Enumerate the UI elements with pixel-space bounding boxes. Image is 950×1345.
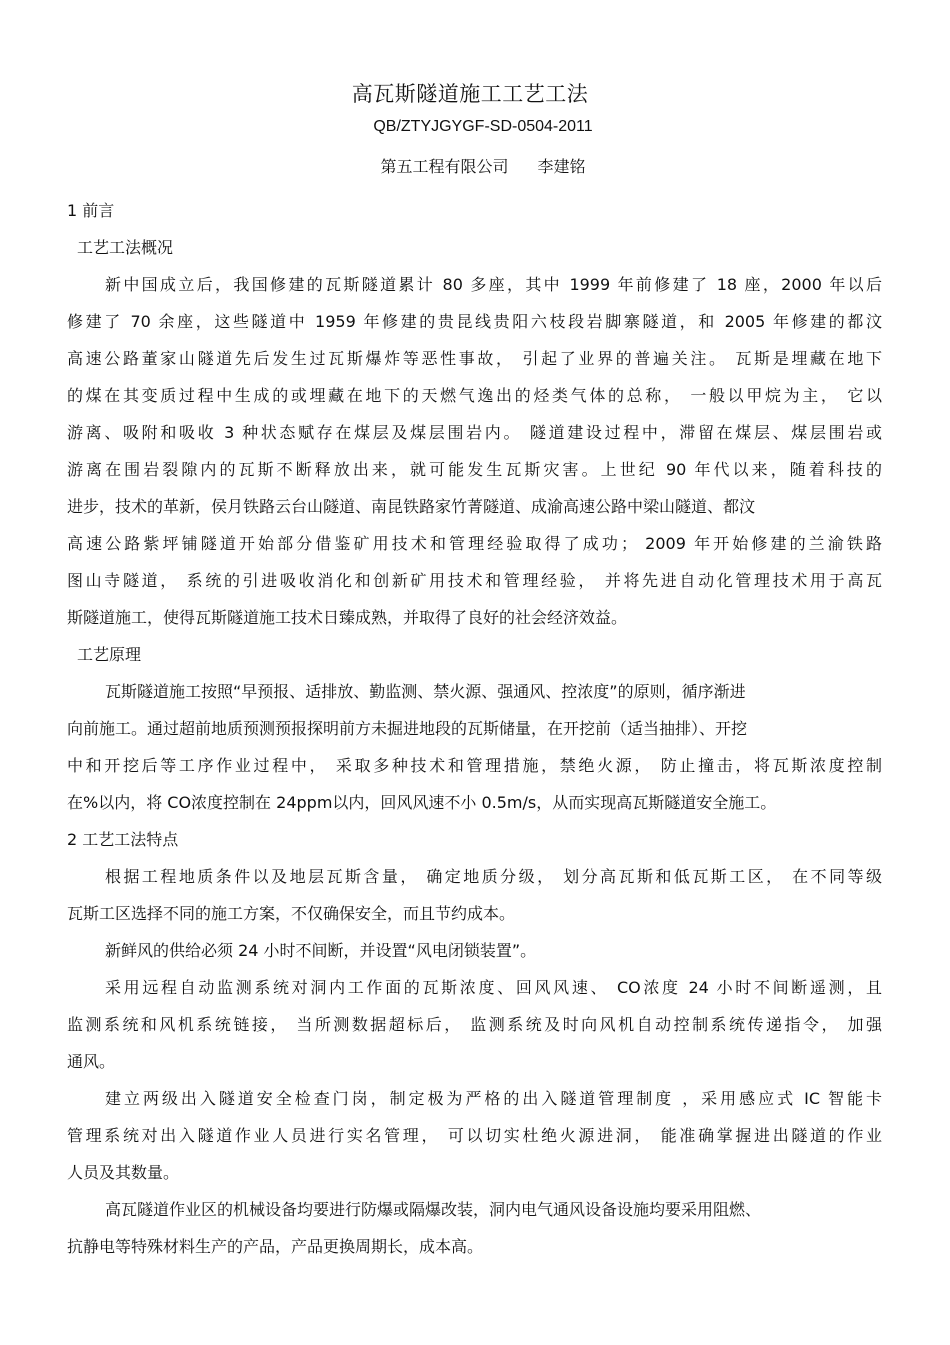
text-line: 高速公路紫坪铺隧道开始部分借鉴矿用技术和管理经验取得了成功； 2009 年开始修建的兰渝铁路 bbox=[67, 534, 882, 553]
author-line bbox=[0, 154, 950, 177]
text-line: 中和开挖后等工序作业过程中， 采取多种技术和管理措施，禁绝火源， 防止撞击，将瓦斯浓度控制 bbox=[67, 756, 882, 775]
text-line: 抗静电等特殊材料生产的产品，产品更换周期长，成本高。 bbox=[67, 1237, 484, 1256]
text-line: 向前施工。通过超前地质预测预报探明前方未掘进地段的瓦斯储量，在开挖前（适当抽排）、开挖 bbox=[67, 719, 748, 738]
text-line: 通风。 bbox=[67, 1052, 116, 1071]
text-line: 人员及其数量。 bbox=[67, 1163, 180, 1182]
text-line: 新鲜风的供给必须 24 小时不间断，并设置“风电闭锁装置”。 bbox=[105, 941, 537, 960]
text-line: 根据工程地质条件以及地层瓦斯含量， 确定地质分级， 划分高瓦斯和低瓦斯工区， 在不同等级 bbox=[105, 867, 882, 886]
text-line: 修建了 70 余座，这些隧道中 1959 年修建的贵昆线贵阳六枝段岩脚寨隧道，和 2005 年修建的都汶 bbox=[67, 312, 882, 331]
document-body bbox=[67, 197, 882, 1270]
text-line: 游离、吸附和吸收 3 种状态赋存在煤层及煤层围岩内。 隧道建设过程中，滞留在煤层、煤层围岩或 bbox=[67, 423, 882, 442]
text-line: 高速公路董家山隧道先后发生过瓦斯爆炸等恶性事故， 引起了业界的普遍关注。 瓦斯是埋藏在地下 bbox=[67, 349, 882, 368]
text-line: 高瓦隧道作业区的机械设备均要进行防爆或隔爆改装，洞内电气通风设备设施均要采用阻燃、 bbox=[105, 1200, 762, 1219]
text-line: 游离在围岩裂隙内的瓦斯不断释放出来，就可能发生瓦斯灾害。上世纪 90 年代以来，随着科技的 bbox=[67, 460, 882, 479]
company-name: 第五工程有限公司 bbox=[380, 157, 509, 176]
text-line: 采用远程自动监测系统对洞内工作面的瓦斯浓度、回风风速、 CO浓度 24 小时不间断遥测，且 bbox=[105, 978, 882, 997]
section-heading: 2 工艺工法特点 bbox=[67, 830, 179, 849]
text-line: 瓦斯工区选择不同的施工方案，不仅确保安全，而且节约成本。 bbox=[67, 904, 516, 923]
subsection-heading: 工艺工法概况 bbox=[77, 238, 174, 257]
section-heading: 1 前言 bbox=[67, 201, 115, 220]
text-line: 监测系统和风机系统链接， 当所测数据超标后， 监测系统及时向风机自动控制系统传递指令， 加强 bbox=[67, 1015, 882, 1034]
text-line: 进步，技术的革新，侯月铁路云台山隧道、南昆铁路家竹菁隧道、成渝高速公路中梁山隧道、都汶 bbox=[67, 497, 756, 516]
document-title: 高瓦斯隧道施工工艺工法 bbox=[351, 82, 589, 106]
text-line: 瓦斯隧道施工按照“早预报、适排放、勤监测、禁火源、强通风、控浓度”的原则，循序渐进 bbox=[105, 682, 746, 701]
text-line: 图山寺隧道， 系统的引进吸收消化和创新矿用技术和管理经验， 并将先进自动化管理技术用于高瓦 bbox=[67, 571, 882, 590]
author-name: 李建铭 bbox=[537, 157, 586, 176]
standard-code: QB/ZTYJGYGF-SD-0504-2011 bbox=[373, 118, 593, 135]
subsection-heading: 工艺原理 bbox=[77, 645, 142, 664]
text-line: 斯隧道施工，使得瓦斯隧道施工技术日臻成熟，并取得了良好的社会经济效益。 bbox=[67, 608, 628, 627]
text-line: 管理系统对出入隧道作业人员进行实名管理， 可以切实杜绝火源进洞， 能准确掌握进出隧道的作业 bbox=[67, 1126, 882, 1145]
text-line: 建立两级出入隧道安全检查门岗，制定极为严格的出入隧道管理制度 ，采用感应式 IC 智能卡 bbox=[105, 1089, 882, 1108]
text-line: 新中国成立后，我国修建的瓦斯隧道累计 80 多座，其中 1999 年前修建了 18 座，2000 年以后 bbox=[105, 275, 882, 294]
text-line: 在%以内，将 CO浓度控制在 24ppm以内，回风风速不小 0.5m/s，从而实现高瓦斯隧道安全施工。 bbox=[67, 793, 777, 812]
text-line: 的煤在其变质过程中生成的或埋藏在地下的天燃气逸出的烃类气体的总称， 一般以甲烷为主， 它以 bbox=[67, 386, 882, 405]
